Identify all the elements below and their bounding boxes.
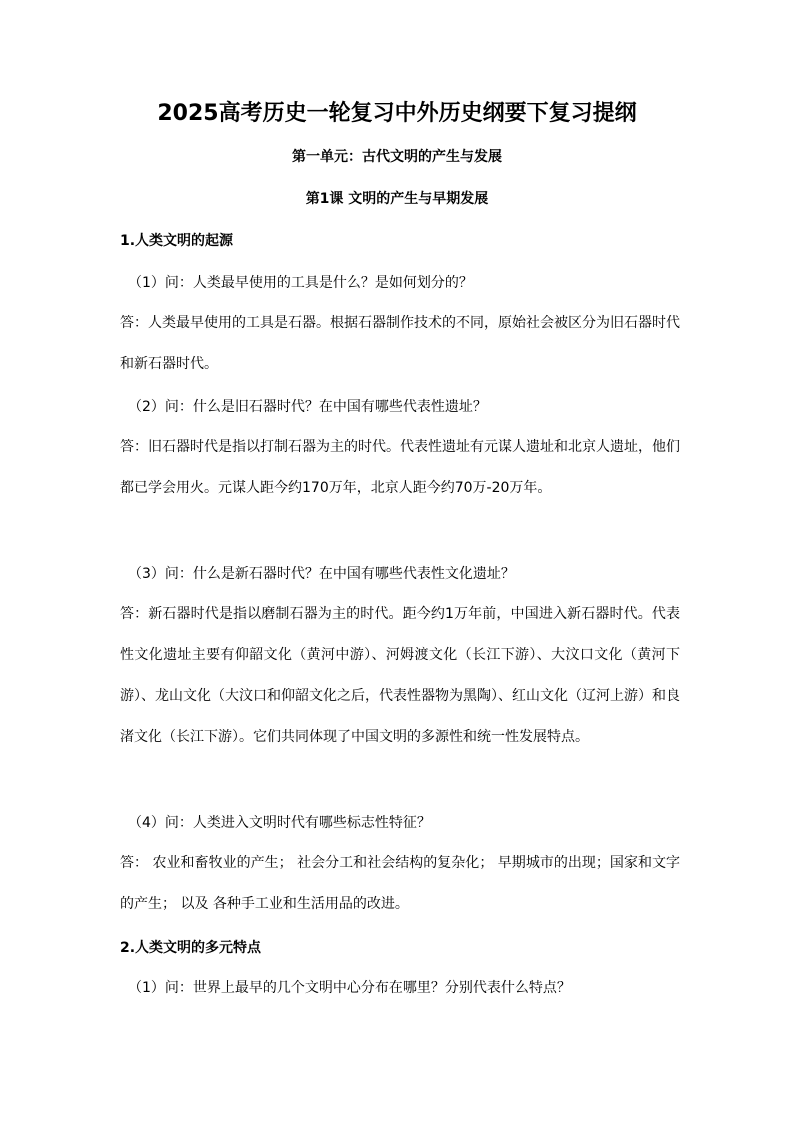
document-title: 2025高考历史一轮复习中外历史纲要下复习提纲 xyxy=(157,101,637,126)
question-4: （4）问：人类进入文明时代有哪些标志性特征？ xyxy=(128,815,431,831)
lesson-heading: 第1课 文明的产生与早期发展 xyxy=(305,191,489,207)
answer-4: 答： 农业和畜牧业的产生； 社会分工和社会结构的复杂化； 早期城市的出现；国家和文字的产生； 以及 各种手工业和生活用品的改进。 xyxy=(120,855,680,912)
question-1: （1）问：人类最早使用的工具是什么？是如何划分的？ xyxy=(128,275,473,291)
answer-3: 答：新石器时代是指以磨制石器为主的时代。距今约1万年前，中国进入新石器时代。代表性文化遗址主要有仰韶文化（黄河中游）、河姆渡文化（长江下游）、大汶口文化（黄河下游）、龙山文化（大汶口和仰韶文化之后，代表性器物为黑陶）、红山文化（辽河上游）和良渚文化（长江下游）。它们共同体现了中国文明的多源性和统一性发展特点。 xyxy=(120,606,680,745)
answer-2: 答：旧石器时代是指以打制石器为主的时代。代表性遗址有元谋人遗址和北京人遗址，他们都已学会用火。元谋人距今约170万年，北京人距今约70万-20万年。 xyxy=(120,439,680,496)
question-5: （1）问：世界上最早的几个文明中心分布在哪里？分别代表什么特点？ xyxy=(128,980,571,996)
section-2-heading: 2.人类文明的多元特点 xyxy=(120,940,262,956)
question-2: （2）问：什么是旧石器时代？在中国有哪些代表性遗址？ xyxy=(128,399,487,415)
question-3: （3）问：什么是新石器时代？在中国有哪些代表性文化遗址？ xyxy=(128,566,515,582)
unit-heading: 第一单元：古代文明的产生与发展 xyxy=(292,149,502,165)
answer-1: 答：人类最早使用的工具是石器。根据石器制作技术的不同，原始社会被区分为旧石器时代和新石器时代。 xyxy=(120,315,680,372)
section-1-heading: 1.人类文明的起源 xyxy=(120,233,234,249)
